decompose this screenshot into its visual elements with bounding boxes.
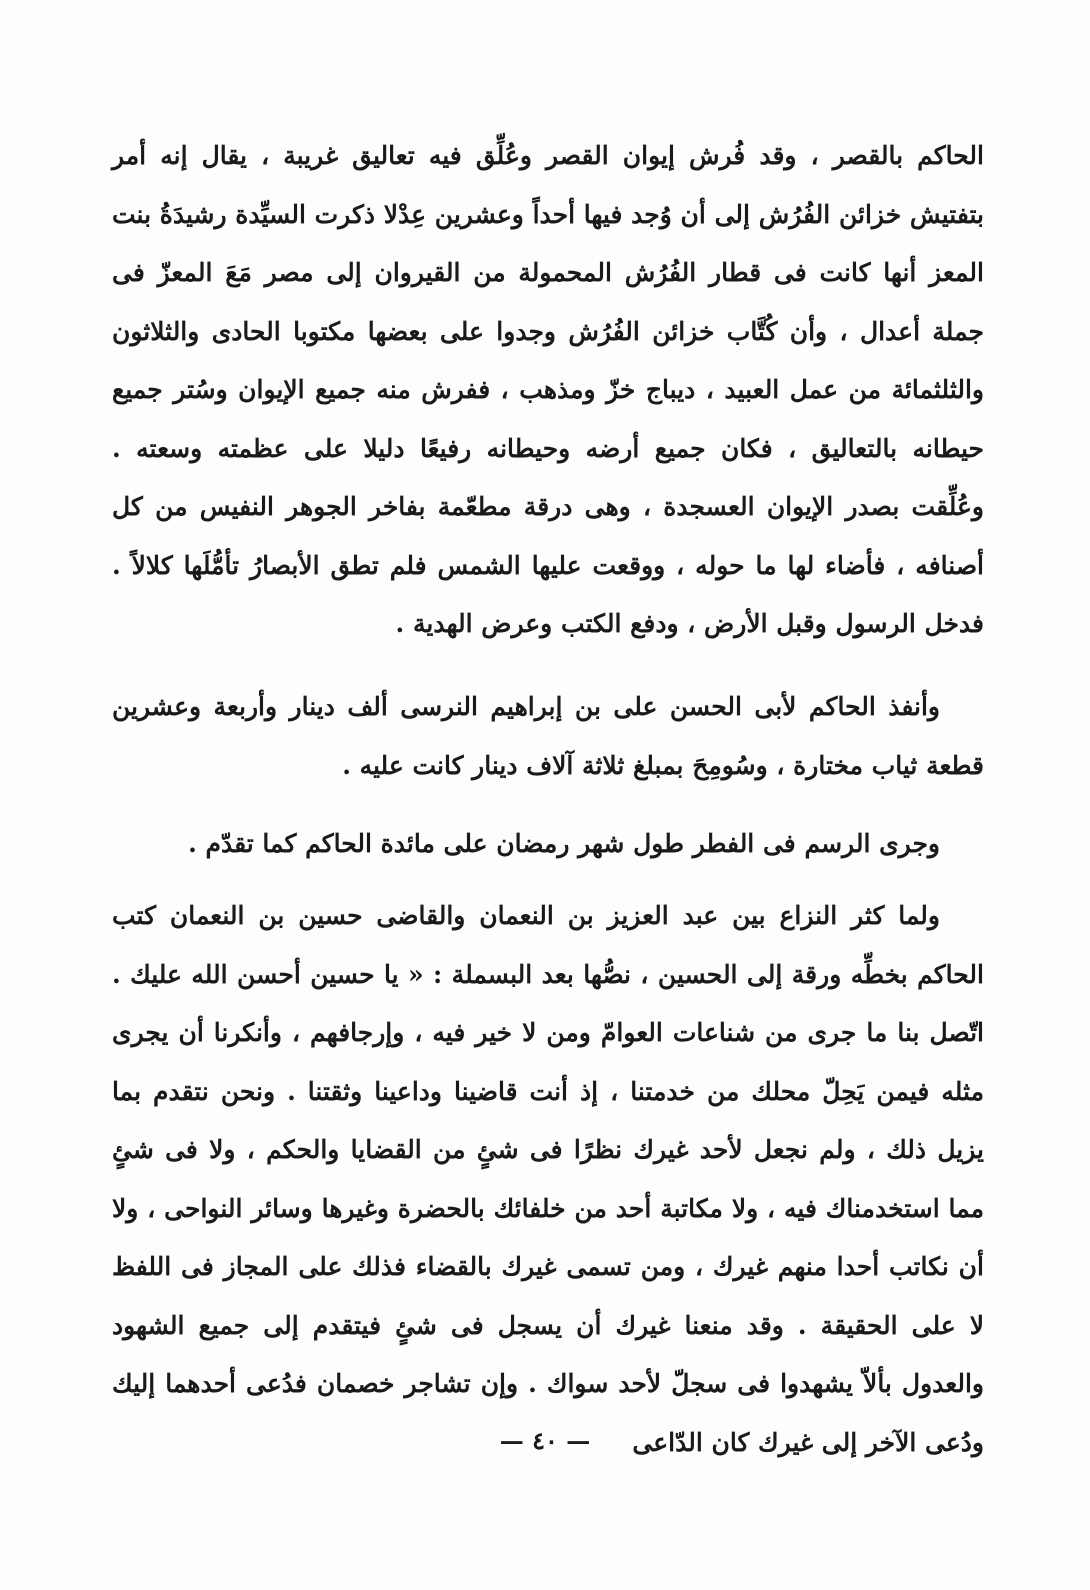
paragraph-1: [112, 127, 984, 654]
page-number: — ٤٠ —: [499, 1426, 591, 1455]
paragraph-3: [112, 815, 984, 874]
paragraph-text: وجرى الرسم فى الفطر طول شهر رمضان على مائدة الحاكم كما تقدّم .: [188, 829, 940, 858]
paragraph-text: الحاكم بالقصر ، وقد فُرش إيوان القصر وعُلِّق فيه تعاليق غريبة ، يقال إنه أمر بتفتيش خزائن الفُرُش إلى أن وُجد فيها أحداً وعشرين عِدْلا ذكرت السيِّدة رشيدَةُ بنت المعز أنها كانت فى قطار الفُرُش المحمولة من القيروان إلى مصر مَعَ المعزّ فى جملة أعدال ، وأن كُتَّاب خزائن الفُرُش وجدوا على بعضها مكتوبا الحادى والثلاثون والثلثمائة من عمل العبيد ، ديباج خزّ ومذهب ، ففرش منه جميع الإيوان وسُتر جميع حيطانه بالتعاليق ، فكان جميع أرضه وحيطانه رفيعًا دليلا على عظمته وسعته . وعُلِّقت بصدر الإيوان العسجدة ، وهى درقة مطعّمة بفاخر الجوهر النفيس من كل أصنافه ، فأضاء لها ما حوله ، ووقعت عليها الشمس فلم تطق الأبصارُ تأمُّلَها كلالاً . فدخل الرسول وقبل الأرض ، ودفع الكتب وعرض الهدية .: [112, 141, 984, 638]
paragraph-text: وأنفذ الحاكم لأبى الحسن على بن إبراهيم النرسى ألف دينار وأربعة وعشرين قطعة ثياب مختارة ، وسُومِحَ بمبلغ ثلاثة آلاف دينار كانت عليه .: [112, 692, 984, 780]
paragraph-2: [112, 678, 984, 795]
paragraph-text: ولما كثر النزاع بين عبد العزيز بن النعمان والقاضى حسين بن النعمان كتب الحاكم بخطِّه ورقة إلى الحسين ، نصُّها بعد البسملة : « يا حسين أحسن الله عليك . اتّصل بنا ما جرى من شناعات العوامّ ومن لا خير فيه ، وإرجافهم ، وأنكرنا أن يجرى مثله فيمن يَحِلّ محلك من خدمتنا ، إذ أنت قاضينا وداعينا وثقتنا . ونحن نتقدم بما يزيل ذلك ، ولم نجعل لأحد غيرك نظرًا فى شئٍ من القضايا والحكم ، ولا فى شئٍ مما استخدمناك فيه ، ولا مكاتبة أحد من خلفائك بالحضرة وغيرها وسائر النواحى ، ولا أن نكاتب أحدا منهم غيرك ، ومن تسمى غيرك بالقضاء فذلك على المجاز فى اللفظ لا على الحقيقة . وقد منعنا غيرك أن يسجل فى شئٍ فيتقدم إلى جميع الشهود والعدول بألاّ يشهدوا فى سجلّ لأحد سواك . وإن تشاجر خصمان فدُعى أحدهما إليك ودُعى الآخر إلى غيرك كان الدّاعى: [112, 901, 984, 1457]
paragraph-4: [112, 887, 984, 1472]
